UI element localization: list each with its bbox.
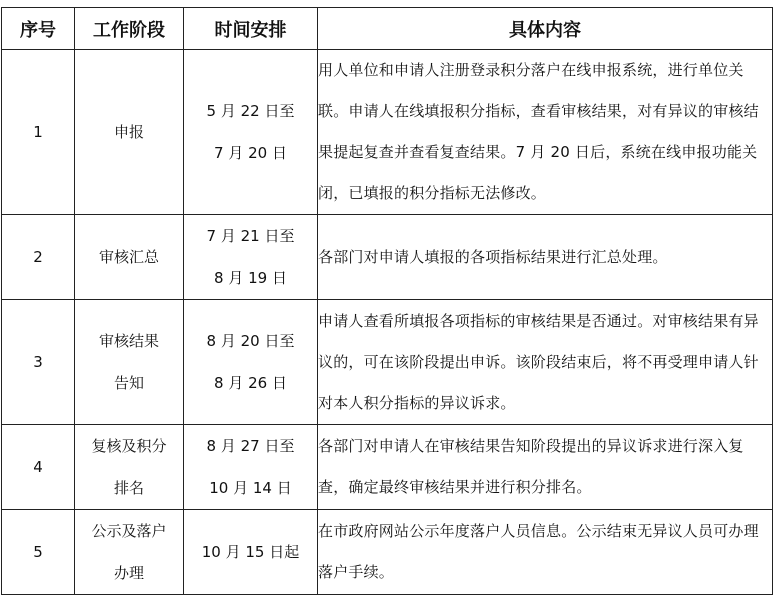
row-time: 10 月 15 日起: [184, 510, 318, 595]
row-index: 1: [2, 50, 75, 215]
time-end: 8 月 26 日: [214, 374, 287, 392]
stage-line: 审核结果: [98, 332, 159, 350]
time-start: 8 月 20 日至: [206, 332, 295, 350]
row-index: 3: [2, 300, 75, 425]
stage-line: 办理: [113, 564, 144, 582]
time-end: 8 月 19 日: [214, 269, 287, 287]
row-content: 用人单位和申请人注册登录积分落户在线申报系统，进行单位关联。申请人在线填报积分指标，查看审核结果，对有异议的审核结果提起复查并查看复查结果。7 月 20 日后，系统在线申报功能关闭，已填报的积分指标无法修改。: [318, 50, 773, 215]
time-start: 7 月 21 日至: [206, 227, 295, 245]
row-time: [184, 215, 318, 300]
time-end: 10 月 14 日: [209, 479, 292, 497]
table-row: [2, 300, 773, 425]
row-time: [184, 425, 318, 510]
row-stage: [75, 300, 184, 425]
row-content: 在市政府网站公示年度落户人员信息。公示结束无异议人员可办理落户手续。: [318, 510, 773, 595]
row-stage: [75, 510, 184, 595]
table-row: [2, 215, 773, 300]
time-start: 8 月 27 日至: [206, 437, 295, 455]
row-index: 4: [2, 425, 75, 510]
row-content: 申请人查看所填报各项指标的审核结果是否通过。对审核结果有异议的，可在该阶段提出申诉。该阶段结束后，将不再受理申请人针对本人积分指标的异议诉求。: [318, 300, 773, 425]
table-row: [2, 510, 773, 595]
row-time: [184, 300, 318, 425]
schedule-table: [1, 7, 773, 595]
row-stage: 审核汇总: [75, 215, 184, 300]
header-stage: 工作阶段: [75, 8, 184, 50]
row-index: 5: [2, 510, 75, 595]
header-index: 序号: [2, 8, 75, 50]
row-content: 各部门对申请人在审核结果告知阶段提出的异议诉求进行深入复查，确定最终审核结果并进行积分排名。: [318, 425, 773, 510]
row-time: [184, 50, 318, 215]
header-content: 具体内容: [318, 8, 773, 50]
table-row: [2, 50, 773, 215]
time-start: 5 月 22 日至: [206, 102, 295, 120]
row-stage: 申报: [75, 50, 184, 215]
stage-line: 公示及落户: [91, 522, 167, 540]
time-end: 7 月 20 日: [214, 144, 287, 162]
stage-line: 复核及积分: [91, 437, 167, 455]
row-stage: [75, 425, 184, 510]
header-time: 时间安排: [184, 8, 318, 50]
row-content: 各部门对申请人填报的各项指标结果进行汇总处理。: [318, 215, 773, 300]
row-index: 2: [2, 215, 75, 300]
stage-line: 排名: [113, 479, 144, 497]
stage-line: 告知: [113, 374, 144, 392]
table-header-row: [2, 8, 773, 50]
table-row: [2, 425, 773, 510]
